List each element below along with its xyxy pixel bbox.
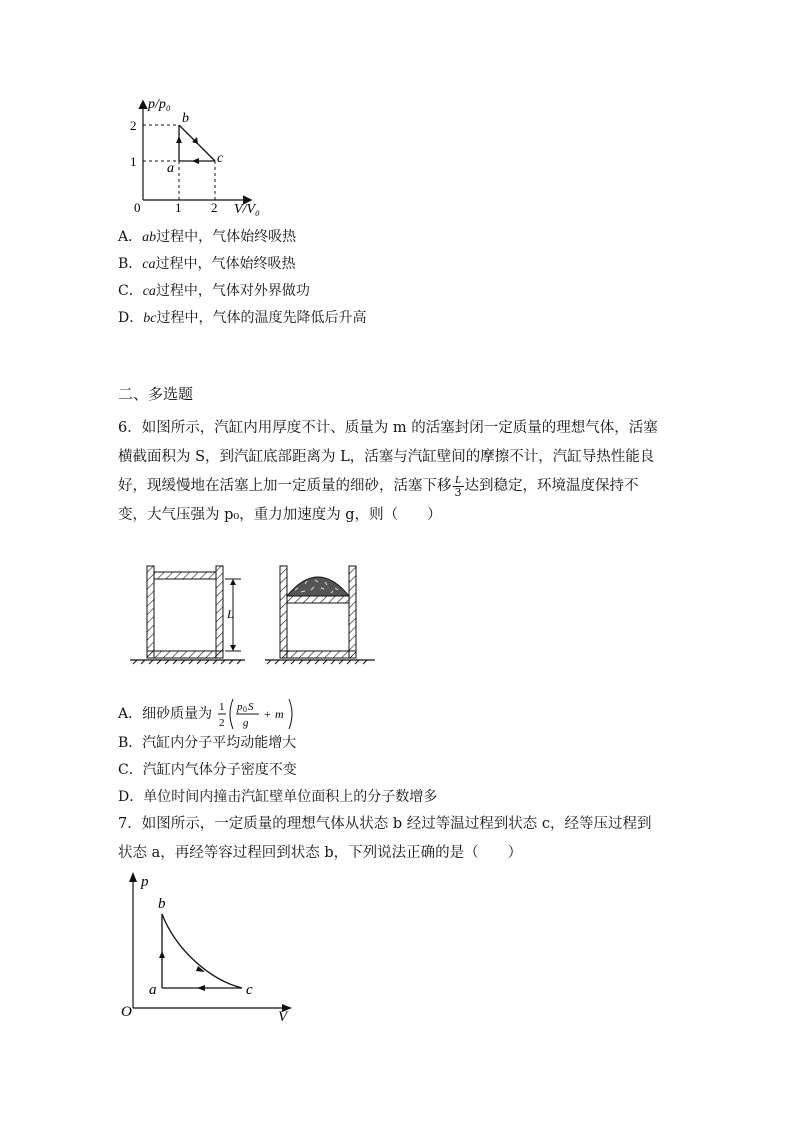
origin-label: 0 — [134, 200, 141, 215]
q5-option-d: D．bc过程中，气体的温度先降低后升高 — [118, 310, 367, 326]
point-b-label: b — [182, 111, 189, 126]
point-a-label: a — [149, 982, 157, 998]
y-axis-label: p — [141, 874, 149, 890]
q6-line-2: 横截面积为 S，到汽缸底部距离为 L，活塞与汽缸壁间的摩擦不计，汽缸导热性能良 — [118, 449, 655, 465]
point-a-label: a — [167, 161, 174, 176]
q6-line-3: 好，现缓慢地在活塞上加一定质量的细砂，活塞下移 $\frac{L}{3}$ 达到稳定，环境温度保持不 — [118, 473, 639, 499]
x-tick-2: 2 — [211, 200, 218, 215]
svg-text:2: 2 — [218, 717, 225, 729]
point-b-label: b — [158, 896, 166, 912]
q7-line-2: 状态 a，再经等容过程回到状态 b，下列说法正确的是（ ） — [118, 845, 523, 861]
q7-stem — [118, 810, 678, 868]
x-axis-label: V/V₀ — [234, 202, 260, 217]
q6-option-b: B．汽缸内分子平均动能增大 — [118, 735, 297, 751]
y-tick-2: 2 — [130, 118, 137, 133]
y-axis-label: p/p₀ — [148, 97, 171, 112]
q6-option-c: C．汽缸内气体分子密度不变 — [118, 762, 297, 778]
svg-text:0: 0 — [242, 705, 247, 714]
q6-option-d: D．单位时间内撞击汽缸壁单位面积上的分子数增多 — [118, 789, 438, 805]
fraction-l-over-3: $\frac{L}{3}$ — [454, 473, 462, 499]
origin-label: O — [121, 1004, 132, 1020]
pv-diagram-1 — [120, 92, 280, 222]
q6-option-a: A．细砂质量为 1 2 p 0 S g + m — [118, 696, 307, 726]
q5-option-c: C．ca过程中，气体对外界做功 — [118, 283, 310, 299]
length-label: L — [227, 607, 234, 621]
section-title: 二、多选题 — [118, 385, 194, 403]
svg-text:1: 1 — [218, 701, 225, 713]
pv-diagram-2 — [118, 868, 298, 1023]
cylinder-diagram — [125, 560, 385, 670]
q6-stem — [118, 414, 678, 530]
formula-sand-mass — [217, 696, 307, 732]
q7-line-1: 7．如图所示，一定质量的理想气体从状态 b 经过等温过程到状态 c，经等压过程到 — [118, 816, 652, 832]
svg-text:m: m — [274, 707, 284, 721]
point-c-label: c — [246, 982, 253, 998]
point-c-label: c — [217, 151, 224, 166]
x-axis-label: V — [278, 1009, 288, 1023]
x-tick-1: 1 — [175, 200, 182, 215]
svg-text:+: + — [263, 707, 271, 721]
svg-text:p: p — [236, 701, 243, 713]
svg-text:S: S — [247, 701, 254, 713]
svg-text:g: g — [242, 717, 249, 729]
q6-line-1: 6．如图所示，汽缸内用厚度不计、质量为 m 的活塞封闭一定质量的理想气体，活塞 — [118, 420, 658, 436]
q5-option-a: A．ab过程中，气体始终吸热 — [118, 229, 297, 245]
q5-option-b: B．ca过程中，气体始终吸热 — [118, 256, 296, 272]
cylinder-after — [265, 566, 375, 664]
cylinder-before — [130, 566, 245, 664]
q6-line-4: 变，大气压强为 p₀，重力加速度为 g，则（ ） — [118, 507, 442, 523]
y-tick-1: 1 — [130, 154, 137, 169]
